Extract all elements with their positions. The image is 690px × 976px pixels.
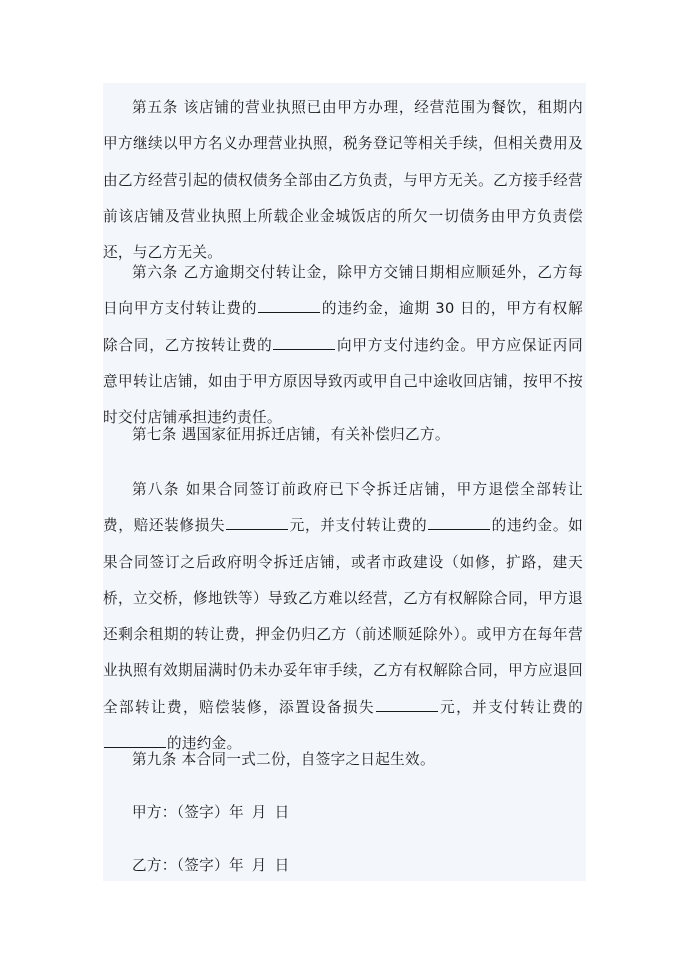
article-text: 乙方逾期交付转让金，除甲方交铺日期相应顺延外，乙方每日向甲方支付转让费的 [103, 264, 583, 318]
fill-in-blank[interactable] [376, 697, 438, 712]
fill-in-blank[interactable] [428, 515, 490, 530]
article-text: 遇国家征用拆迁店铺，有关补偿归乙方。 [181, 426, 450, 443]
document-content-area [103, 83, 586, 881]
article-8 [103, 472, 583, 762]
fill-in-blank[interactable] [258, 298, 320, 313]
article-text: 的违约金。 [167, 735, 242, 753]
article-5 [103, 90, 583, 271]
fill-in-blank[interactable] [273, 335, 335, 350]
article-text: 的违约金，逾期 30 日的，甲方有权解除合同，乙方按转让费的 [103, 300, 583, 354]
article-text: 向甲方支付违约金。甲方应保证丙同意甲转让店铺，如由于甲方原因导致丙或甲自己中途收回店铺，按甲不按时交付店铺承担违约责任。 [103, 336, 583, 427]
article-text: 元，并支付转让费的 [439, 698, 583, 716]
signature-party-a: 甲方：（签字）年 月 日 [132, 804, 290, 821]
article-text: 该店铺的营业执照已由甲方办理，经营范围为餐饮，租期内甲方继续以甲方名义办理营业执照，税务登记等相关手续，但相关费用及由乙方经营引起的债权债务全部由乙方负责，与甲方无关。乙方接手经营前该店铺及营业执照上所载企业金城饭店的所欠一切债务由甲方负责偿还，与乙方无关。 [103, 99, 583, 262]
article-text: 元，并支付转让费的 [289, 517, 428, 535]
article-6 [103, 255, 583, 436]
article-text: 如果合同签订前政府已下令拆迁店铺，甲方退偿全部转让费，赔还装修损失 [103, 481, 583, 535]
article-label: 第七条 [132, 426, 177, 443]
article-label: 第五条 [132, 99, 179, 116]
article-text: 本合同一式二份，自签字之日起生效。 [181, 751, 435, 768]
article-9 [103, 742, 583, 778]
article-7 [103, 417, 583, 453]
article-label: 第八条 [132, 481, 180, 498]
signature-party-b: 乙方：（签字）年 月 日 [132, 857, 290, 874]
article-label: 第六条 [132, 264, 179, 281]
fill-in-blank[interactable] [226, 515, 288, 530]
article-text: 的违约金。如果合同签订之后政府明令拆迁店铺，或者市政建设（如修，扩路，建天桥，立交桥，修地铁等）导致乙方难以经营，乙方有权解除合同，甲方退还剩余租期的转让费，押金仍归乙方（前述顺延除外）。或甲方在每年营业执照有效期届满时仍未办妥年审手续，乙方有权解除合同，甲方应退回全部转让费，赔偿装修，添置设备损失 [103, 517, 583, 716]
article-label: 第九条 [132, 751, 177, 768]
